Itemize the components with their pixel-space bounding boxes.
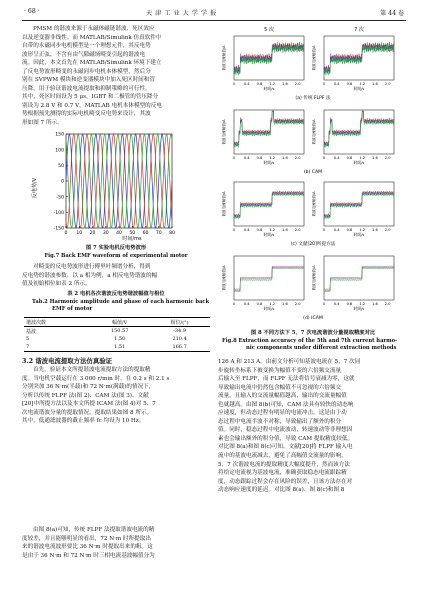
subplot-ylabel: 谐波电流幅值/A — [222, 265, 226, 291]
subplot — [221, 256, 304, 311]
table-row — [24, 335, 210, 343]
x-tick-label: 0.4 — [243, 156, 250, 160]
text-line: 了反电势波形畸变的永磁同步电机本体模型，然后分 — [22, 68, 151, 75]
x-tick-label: 1.6 — [282, 156, 288, 160]
fig7-caption-en: Fig.7 Back EMF waveform of experimental motor — [44, 253, 188, 259]
text-line: 其中，死区时间设为 5 μs，IGBT 和二极管的管压降分 — [22, 94, 159, 101]
text-line: 形如图 7 所示。 — [22, 120, 63, 127]
subplot — [221, 36, 304, 91]
text-line: 导致输出电流中仍然包含幅值不可忽视的六倍频交 — [218, 384, 342, 391]
y-tick-label: -150 — [53, 226, 64, 232]
x-tick-label: 0.8 — [256, 82, 263, 86]
subplot — [221, 182, 304, 237]
x-tick-label: 0 — [64, 231, 68, 236]
text-line: 126 A 和 213 A，由前文分析可知基波电流在 5、7 次同 — [218, 359, 361, 365]
table-cell: 相位/(°) — [149, 318, 210, 327]
table-cell: 基波 — [26, 328, 37, 335]
paragraph-right — [218, 358, 406, 495]
harmonic-trace — [324, 267, 394, 291]
subplot — [221, 110, 304, 165]
table2 — [24, 317, 210, 352]
x-tick-label: 1.2 — [269, 302, 276, 306]
harmonic-trace — [234, 268, 304, 292]
x-tick-label: 1.6 — [372, 228, 378, 232]
text-line: 素也会输出额外的积分值，导致 CAM 提取精度较低。 — [218, 435, 354, 442]
x-tick-label: 0.8 — [346, 156, 353, 160]
subplot-caption: (d) ICAM — [303, 316, 323, 321]
text-line: 态过程中电流半波不对称，导致输出了额外的积分 — [218, 418, 342, 425]
text-line: 动态响应速度的延迟。对比图 8(a)、图 8(c)和图 8 — [218, 487, 345, 494]
subplot — [311, 36, 394, 91]
panel-title: 5 次 — [264, 27, 274, 33]
table2-caption-en-1: Tab.2 Harmonic amplitude and phase of each harmonic back — [32, 299, 210, 305]
header-rule — [22, 20, 406, 21]
subplot — [311, 256, 394, 311]
harmonic-trace — [234, 111, 304, 146]
text-line: 度。当电机空载运行在 3 000 r/min 时，在 0.2 s 和 2.1 s — [22, 375, 170, 382]
text-line: 度较差，并且能够明显的看出，72 N·m 时所提取出 — [22, 535, 151, 542]
harmonic-table — [24, 317, 210, 352]
fig8-caption-cn: 图 8 不同方法下 5、7 次电流谐波分量提取精度对比 — [250, 330, 376, 336]
x-tick-label: 0.4 — [243, 228, 250, 232]
text-line: 对比图 8(a)和图 8(c)可知，文献[20]将 FLPF 输入电 — [218, 444, 353, 451]
subplot-xlabel: 时间/s — [263, 86, 275, 91]
x-tick-label: 1.6 — [282, 82, 288, 86]
back-emf-chart — [22, 130, 210, 242]
harmonic-trace — [324, 44, 394, 75]
fig7-ylabel: 反电势/V — [32, 177, 38, 199]
subplot-xlabel: 时间/s — [353, 232, 365, 237]
text-line: 5、7 次谐波电流的提取精度大幅度提升，然而该方法 — [218, 461, 350, 468]
x-tick-label: 0 — [322, 228, 326, 232]
text-line: [20]中所提方法以及本文所提 ICAM 法(图 4)对 5、7 — [22, 401, 156, 408]
figure-8 — [220, 24, 406, 328]
x-tick-label: 2.0 — [384, 156, 391, 160]
subplot-ylabel: 谐波电流幅值/A — [312, 265, 316, 291]
subplot-xlabel: 时间/s — [353, 306, 365, 311]
x-tick-label: 0.4 — [333, 156, 340, 160]
subplot-frame — [234, 110, 304, 154]
x-tick-label: 1.6 — [282, 302, 288, 306]
x-tick-label: 0.8 — [256, 228, 263, 232]
table-cell: 1.50 — [114, 336, 126, 342]
y-tick-label: 50 — [58, 164, 64, 170]
x-tick-label: 0.4 — [243, 302, 250, 306]
y-tick-label: -50 — [56, 195, 64, 201]
section-title: 3.2 谐波电流提取方法仿真验证 — [22, 357, 113, 365]
subplot-caption: (b) CAM — [303, 170, 323, 175]
x-tick-label: 0 — [232, 82, 236, 86]
x-tick-label: 0.8 — [346, 228, 353, 232]
table-cell: 5 — [26, 336, 30, 342]
x-tick-label: 30 — [102, 231, 109, 236]
subplot — [311, 110, 394, 165]
x-tick-label: 0.4 — [333, 82, 340, 86]
text-line: 流量，且输入的交流量幅值越高，输出的交流量幅值 — [218, 393, 347, 400]
x-tick-label: 2.0 — [294, 82, 301, 86]
paragraph-fourier — [22, 263, 210, 289]
subplot-frame — [324, 256, 394, 300]
harmonic-extraction-chart — [220, 24, 406, 328]
text-line: 由图 8(a)可知，传统 FLPF 法提取谐波电流的精 — [33, 527, 155, 533]
subplot-xlabel: 时间/s — [263, 306, 275, 311]
x-tick-label: 0 — [322, 82, 326, 86]
x-tick-label: 80 — [169, 231, 175, 236]
x-tick-label: 70 — [155, 231, 162, 236]
table2-caption-cn: 表 2 电机各次谐波反电势谐波幅值与相位 — [67, 291, 165, 297]
x-tick-label: 2.0 — [384, 228, 391, 232]
subplot-xlabel: 时间/s — [263, 232, 275, 237]
text-line: 分析以传统 FLPF 法(图 2)、CAM 法(图 3)、文献 — [22, 392, 149, 399]
x-tick-label: 0.4 — [333, 228, 340, 232]
subplot-ylabel: 谐波电流幅值/A — [222, 119, 226, 145]
subplot-ylabel: 谐波电流幅值/A — [312, 119, 316, 145]
subplot — [311, 182, 394, 237]
text-line: 是由于 36 N·m 和 72 N·m 时三相电流基波幅值分为 — [22, 552, 155, 559]
x-tick-label: 2.0 — [384, 82, 391, 86]
subplot-frame — [324, 110, 394, 154]
harmonic-trace — [234, 111, 304, 147]
subplot-xlabel: 时间/s — [353, 86, 365, 91]
harmonic-trace — [234, 111, 304, 145]
text-line: 波形呈正弦，不含有由气隙磁场畸变引起的谐波电 — [22, 51, 146, 58]
panel-title: 7 次 — [354, 27, 364, 33]
table-cell: 210.4 — [172, 336, 187, 342]
x-tick-label: 1.2 — [359, 302, 366, 306]
text-line: 后输入至 FLPF，而 FLPF 无法将信号衰减为零，这就 — [218, 376, 355, 383]
text-line: 以及逆变器非线性。而 MATLAB/Simulink 仿真软件中 — [22, 34, 162, 41]
x-tick-label: 0.8 — [256, 302, 263, 306]
y-tick-label: 100 — [55, 148, 64, 154]
subplot-ylabel: 谐波电流幅值/A — [222, 191, 226, 217]
harmonic-trace — [324, 111, 394, 145]
table-cell: 166.7 — [149, 343, 210, 352]
subplot-caption: (a) 传统 FLPF 法 — [295, 96, 331, 101]
x-tick-label: 10 — [76, 231, 83, 236]
x-tick-label: 2.0 — [384, 302, 391, 306]
x-tick-label: 1.2 — [359, 156, 366, 160]
harmonic-trace — [324, 268, 394, 292]
table-row — [24, 327, 210, 336]
subplot-frame — [324, 182, 394, 226]
x-tick-label: 1.2 — [269, 82, 276, 86]
subplot-xlabel: 时间/s — [263, 160, 275, 165]
y-tick-label: 150 — [55, 132, 64, 138]
fig8-caption-en-2: nic components under different extraction methods — [246, 345, 397, 351]
table-cell: 1.51 — [90, 343, 149, 352]
fig7-xlabel: 时间/ms — [122, 236, 142, 242]
x-tick-label: 40 — [116, 231, 122, 236]
x-tick-label: 1.6 — [372, 82, 378, 86]
text-line: 流。因此，本文首先在 MATLAB/Simulink 环境下建立 — [22, 60, 162, 67]
x-tick-label: 1.6 — [282, 228, 288, 232]
subplot-ylabel: 谐波电流幅值/A — [222, 45, 226, 71]
x-tick-label: 0.8 — [346, 82, 353, 86]
fig7-caption-cn: 图 7 实验电机反电势波形 — [85, 245, 147, 251]
x-tick-label: 2.0 — [294, 228, 301, 232]
harmonic-trace — [234, 44, 304, 75]
harmonic-trace — [234, 266, 304, 290]
x-tick-label: 0.8 — [346, 302, 353, 306]
text-line: 别设为 2.8 V 和 0.7 V，MATLAB 电机本体模型的反电 — [22, 102, 162, 109]
figure-7 — [22, 130, 210, 242]
text-line: 应速度，但动态过程有明显的电流冲击，这是由于动 — [218, 410, 347, 417]
x-tick-label: 1.2 — [359, 82, 366, 86]
text-line: 势根据预先测得的实际电机畸变反电势来设计，其波 — [22, 111, 151, 118]
volume-label: 第 44 卷 — [380, 10, 405, 17]
x-tick-label: 20 — [89, 231, 96, 236]
x-tick-label: 2.0 — [294, 302, 301, 306]
text-line: 流中的基波电流减去，避免了高幅值交流量的影响， — [218, 453, 347, 460]
table-cell: 幅值/V — [90, 318, 149, 327]
x-tick-label: 1.2 — [269, 228, 276, 232]
table-header-row — [24, 318, 210, 327]
text-line: 也就越高。由图 8(b)可知，CAM 法具有较快的动态响 — [218, 401, 354, 408]
table-row — [24, 343, 210, 352]
text-line: 值及初始相位如表 2 所示。 — [22, 281, 91, 288]
harmonic-trace — [324, 111, 394, 146]
fig8-caption-en-1: Fig.8 Extraction accuracy of the 5th and 7th current harmo- — [222, 338, 398, 344]
x-tick-label: 0 — [232, 302, 236, 306]
text-line: 次电流谐波分量的提取情况，提取结果如图 8 所示。 — [22, 409, 153, 416]
text-line: 别在 SVPWM 模块和逆变器模块中加入死区时间和管 — [22, 77, 155, 84]
x-tick-label: 0.4 — [243, 82, 250, 86]
text-line: 值。同时，稳态过程中电流波动，转速波动等非理想因 — [218, 427, 353, 434]
x-tick-label: 0 — [232, 156, 236, 160]
text-line: 压降，用于验证谐波电流提取和抑制策略的可行性。 — [22, 85, 151, 92]
y-tick-label: 0 — [61, 179, 64, 185]
x-tick-label: 1.6 — [372, 156, 378, 160]
page-number: · 68 · — [24, 8, 40, 15]
text-line: PMSM 的谐波来源于永磁体磁链谐波、死区效应 — [33, 26, 155, 32]
text-line: 度，动态跟踪过程会存在风险的误差，且该方法存在对 — [218, 478, 353, 485]
table-cell: 谐波次数 — [24, 318, 90, 327]
y-tick-label: -100 — [53, 211, 64, 217]
subplot-caption: (c) 文献[20]所提方法 — [290, 242, 336, 247]
subplot-frame — [234, 256, 304, 300]
harmonic-trace — [234, 193, 304, 219]
journal-title: 天 津 工 业 大 学 学 报 — [146, 10, 217, 17]
x-tick-label: 2.0 — [294, 156, 301, 160]
x-tick-label: 1.2 — [359, 228, 366, 232]
x-tick-label: 1.6 — [372, 302, 378, 306]
text-line: 对畸变的反电势波形进行傅里叶频谱分析，得到 — [33, 264, 151, 270]
x-tick-label: 1.2 — [269, 156, 276, 160]
harmonic-trace — [324, 266, 394, 290]
text-line: 自带的永磁同步电机模型是一个理想元件，其反电势 — [22, 43, 151, 50]
paragraph-simulation — [22, 366, 210, 426]
table-cell: -34.9 — [173, 328, 187, 334]
x-tick-label: 0.4 — [333, 302, 340, 306]
text-line: 其中，低通滤波器的截止频率 fc 均设为 10 Hz。 — [22, 418, 145, 425]
harmonic-trace — [234, 267, 304, 291]
x-tick-label: 0 — [322, 156, 326, 160]
table-cell: 7 — [24, 343, 90, 352]
x-tick-label: 0 — [232, 228, 236, 232]
x-tick-label: 0 — [322, 302, 326, 306]
x-tick-label: 0.8 — [256, 156, 263, 160]
text-line: 分别突加 36 N·m(半载)和 72 N·m(满载)的情况下， — [22, 384, 155, 391]
text-line: 来的谐波电流波形要比 36 N·m 时提取出来的粗。这 — [22, 544, 153, 551]
text-line: 将给定电流视为基波电流，准确获取稳态电流跟踪精 — [218, 470, 347, 477]
table2-caption-en-2: EMF of motor — [52, 306, 93, 312]
x-tick-label: 50 — [129, 231, 136, 236]
paragraph-flpf — [22, 526, 210, 560]
table-cell: 150.57 — [110, 328, 129, 334]
text-line: 步旋转坐标系下被变换为幅值不变的六倍频交流量 — [218, 367, 342, 374]
harmonic-trace — [324, 193, 394, 219]
x-tick-label: 60 — [142, 231, 149, 236]
paragraph-intro — [22, 25, 210, 128]
subplot-ylabel: 谐波电流幅值/A — [312, 45, 316, 71]
subplot-xlabel: 时间/s — [353, 160, 365, 165]
subplot-frame — [234, 182, 304, 226]
subplot-ylabel: 谐波电流幅值/A — [312, 191, 316, 217]
harmonic-trace — [324, 111, 394, 147]
text-line: 首先，验证本文所提谐波电流提取方法的提取精 — [33, 367, 151, 373]
text-line: 反电势的谐波参数。以 a 相为例，a 相反电势谐波的幅 — [22, 272, 158, 279]
